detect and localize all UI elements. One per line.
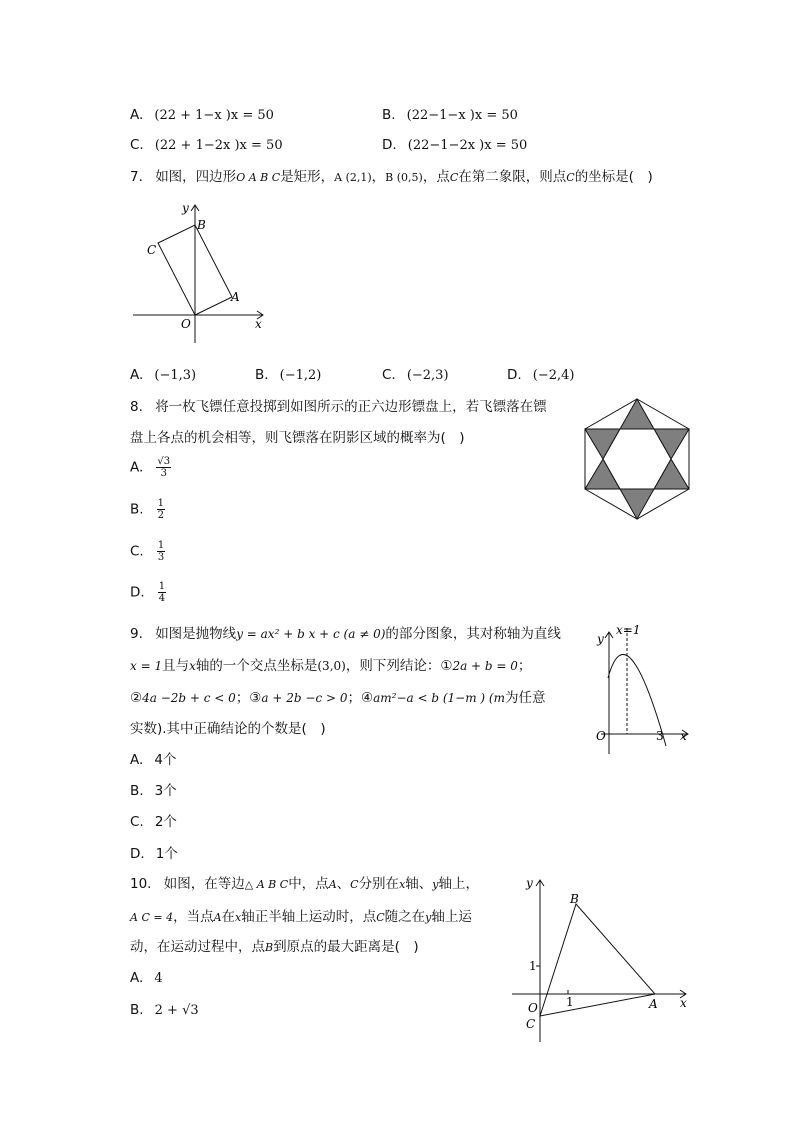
option-expr: (22−1−x )x = 50 <box>406 108 518 123</box>
q7-option-a[interactable]: A. (−1,3) <box>130 367 197 383</box>
y-axis-label: y <box>182 201 189 215</box>
x-tick-1-label: 1 <box>566 995 574 1009</box>
q6-option-d[interactable] <box>382 134 527 153</box>
origin-label: O <box>528 1001 538 1015</box>
option-expr: (22 + 1−x )x = 50 <box>154 108 274 123</box>
option-expr: (22 + 1−2x )x = 50 <box>154 138 283 153</box>
q9-option-d[interactable]: D. 1个 <box>130 846 178 862</box>
symmetry-axis-label: x=1 <box>616 623 641 637</box>
root-3-label: 3 <box>656 729 664 743</box>
question-number: 8. <box>130 399 143 415</box>
q6-option-a[interactable] <box>130 104 274 123</box>
q10-stem-line2: A C = 4，当点A在x轴正半轴上运动时，点C随之在y轴上运 <box>130 909 472 925</box>
x-axis-label: x <box>680 996 687 1010</box>
question-number: 7. <box>130 169 143 185</box>
q9-option-b[interactable]: B. 3个 <box>130 783 177 799</box>
origin-label: O <box>596 729 606 743</box>
q10-option-b[interactable]: B. 2 + √3 <box>130 1002 199 1018</box>
q6-option-b[interactable] <box>382 104 518 123</box>
q9-option-c[interactable]: C. 2个 <box>130 814 177 830</box>
q9-stem-line2: x = 1且与x轴的一个交点坐标是(3,0)，则下列结论：①2a + b = 0； <box>130 658 532 674</box>
point-a-label: A <box>649 997 658 1011</box>
q7-option-d[interactable]: D. (−2,4) <box>507 367 575 383</box>
q9-stem-line4: 实数).其中正确结论的个数是( ) <box>130 721 326 737</box>
y-axis-label: y <box>526 876 533 890</box>
q8-option-d[interactable]: D. $\frac{1}{4}$ <box>130 581 166 604</box>
q10-triangle-figure <box>510 872 692 1044</box>
question-number: 9. <box>130 626 143 642</box>
option-label: B. <box>382 107 396 123</box>
option-expr: (22−1−2x )x = 50 <box>407 138 528 153</box>
q9-stem-line1: 9. 如图是抛物线y = ax² + b x + c (a ≠ 0)的部分图象，其对称轴为直线 <box>130 626 561 642</box>
q9-parabola-figure <box>588 618 693 756</box>
q8-option-c[interactable]: C. $\frac{1}{3}$ <box>130 540 165 563</box>
q10-stem-line3: 动，在运动过程中，点B到原点的最大距离是( ) <box>130 939 419 955</box>
point-c-label: C <box>147 243 157 257</box>
x-axis-label: x <box>255 317 262 331</box>
x-axis-label: x <box>680 729 687 743</box>
point-c-label: C <box>526 1017 536 1031</box>
option-label: A. <box>130 107 144 123</box>
origin-label: O <box>181 317 191 331</box>
option-label: D. <box>382 137 397 153</box>
point-a-label: A <box>231 290 240 304</box>
q6-option-c[interactable] <box>130 134 283 153</box>
q10-stem-line1: 10. 如图，在等边△ A B C中，点A、C分别在x轴、y轴上， <box>130 876 479 892</box>
y-tick-1-label: 1 <box>529 959 537 973</box>
q7-rectangle-figure <box>125 195 275 345</box>
q7-option-b[interactable]: B. (−1,2) <box>255 367 322 383</box>
q8-stem-line2: 盘上各点的机会相等，则飞镖落在阴影区域的概率为( ) <box>130 430 465 446</box>
q8-option-b[interactable]: B. $\frac{1}{2}$ <box>130 498 165 521</box>
q7-option-c[interactable]: C. (−2,3) <box>382 367 449 383</box>
q8-stem-line1: 8. 将一枚飞镖任意投掷到如图所示的正六边形镖盘上，若飞镖落在镖 <box>130 399 547 415</box>
question-number: 10. <box>130 876 152 892</box>
q8-hexagon-figure <box>582 397 692 523</box>
q8-option-a[interactable]: A. $\frac{√3}{3}$ <box>130 456 171 479</box>
q10-option-a[interactable]: A. 4 <box>130 970 163 986</box>
option-label: C. <box>130 137 144 153</box>
point-b-label: B <box>570 892 579 906</box>
q7-stem: 7. 如图，四边形O A B C是矩形，A (2,1)，B (0,5)，点C在第二象限，则点C的坐标是( ) <box>130 169 653 185</box>
q9-option-a[interactable]: A. 4个 <box>130 752 177 768</box>
y-axis-label: y <box>597 632 604 646</box>
q9-stem-line3: ②4a −2b + c < 0；③a + 2b −c > 0；④am²−a < b (1−m ) (m为任意 <box>130 690 546 706</box>
point-b-label: B <box>197 218 206 232</box>
